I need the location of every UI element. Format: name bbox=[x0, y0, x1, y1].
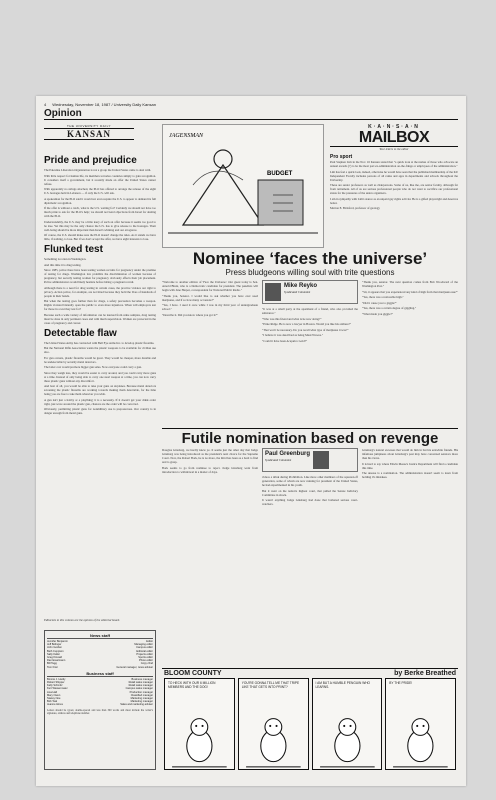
letter-paragraph: Marion E. Bickford, professor of geology bbox=[330, 206, 380, 210]
staff-role: Classified manager bbox=[130, 693, 153, 697]
editorial-paragraph: The latter cost would promote bigger gun sales. Now everyone could carry a gun. bbox=[44, 365, 142, 369]
columnist-name: Mike Reyko bbox=[284, 283, 318, 289]
staff-name: Robert Shipper bbox=[47, 681, 65, 685]
nominee-deck: Press bludgeons willing soul with trite questions bbox=[225, 268, 395, 277]
column-paragraph: "Yes, there was a certain degree of giggling." bbox=[362, 306, 417, 310]
newspaper-page bbox=[36, 96, 466, 786]
editorial-paragraph: If the offer is without a catch, what is the U.S. waiting for? Certainly we should not have too much pride to ask for the PLO's help; we should not bend objections from Israel for dealing with the PLO. bbox=[44, 206, 156, 218]
columnist-photo bbox=[265, 283, 281, 301]
speech-bubble: BY THE PRIDE! bbox=[389, 681, 413, 685]
letters-note: Letters should be typed, double-spaced and less than 300 words and must include the writer's signature, address and telephone number. bbox=[47, 708, 153, 715]
staff-role: Copy chief bbox=[140, 662, 153, 666]
editorial-paragraph: And best of all, you would be able to take your guns on airplanes. Because metal detectors screening the plastic firearms are working towards making them detectable, for the time being you are free to take them wherever you wish. bbox=[44, 384, 156, 396]
kansan-masthead bbox=[44, 124, 134, 140]
cartoon-caption: BUDGET bbox=[267, 171, 293, 177]
columnist-name: Paul Greenburg bbox=[265, 451, 311, 457]
mailbox-subtitle: Your letters to the editor bbox=[379, 147, 409, 151]
staff-name: Mary Owen bbox=[47, 693, 61, 697]
editorial-column bbox=[44, 152, 156, 417]
column-paragraph: "Could it have been Acapulco Gold?" bbox=[262, 338, 308, 343]
mailbox-title: MAILBOX bbox=[358, 129, 430, 146]
staff-name: Dan Esselmann bbox=[47, 659, 66, 663]
columnist-photo bbox=[313, 451, 329, 469]
greenburg-byline bbox=[262, 448, 358, 472]
futile-col-2 bbox=[262, 448, 358, 508]
staff-name: Bob Teal bbox=[47, 700, 58, 704]
editorial-paragraph: With apparently no strings attached, the PLO has offered to arrange the release of the eight U.S. hostages held in Lebanon — if only the U.S. will ask. bbox=[44, 187, 156, 195]
editorial-body bbox=[44, 257, 156, 325]
column-paragraph: It is hard to say where Edwin Meese's Justice Department will find a candidate this time. bbox=[362, 461, 458, 470]
staff-name: Sally Keller bbox=[47, 652, 60, 656]
staff-role: Campus editor bbox=[136, 646, 153, 650]
staff-name: Beth Cupprein bbox=[47, 649, 64, 653]
staff-name: Jeff Bolinger bbox=[47, 643, 62, 647]
staff-name: John Gorden bbox=[47, 646, 62, 650]
editorial-paragraph: Understandably, the U.S. may be a little leery of such an offer because it seems too good to be true. Yet this may be the only chance the U.S. has to give release to the hostages. Their well-being should be more important than Israel's whining and our arrogance. bbox=[44, 219, 156, 232]
column-paragraph: "Yes, I have. I used it once while I was in my third year of undergraduate school." bbox=[162, 303, 258, 311]
staff-role: Marketing manager bbox=[130, 697, 153, 701]
staff-role: Sports editor bbox=[138, 656, 153, 660]
folio-date: Wednesday, November 18, 1987 / University Daily Kansan bbox=[52, 102, 156, 107]
column-paragraph: "What made you giggle?" bbox=[362, 311, 394, 316]
character-drawing bbox=[165, 706, 234, 769]
column-paragraph: Ginsburg's natural excesses that would do him in but his erstwhile friends. His infamous jumpiness about Ginsburg's past may have concerned senators more than his views. bbox=[362, 448, 458, 460]
editorial-title: Detectable flaw bbox=[44, 327, 117, 339]
editorial-body bbox=[44, 168, 156, 241]
news-staff-title: News staff bbox=[47, 633, 153, 639]
column-paragraph: "Sir, it appears that you experienced any kind of high from that marijuana use?" bbox=[362, 289, 458, 294]
mailbox-header bbox=[330, 124, 458, 151]
editorial-paragraph: But the National Rifle Association wants the plastic weapons to be available for civilian use also. bbox=[44, 346, 156, 354]
editorial-paragraph: But when the testing goes further than for drugs, a safety precaution becomes a weapon. Rights violated blatantly open the public to even more injustices. When will employers test for those in a test they test for? bbox=[44, 299, 156, 311]
editorial-paragraph: A gun isn't just a hobby or a plaything; it is a necessity. If it doesn't get your drink order right, just wave around the plastic gun, chances are the order will be corrected. bbox=[44, 397, 156, 406]
column-paragraph: "Welcome to another edition of 'Face the Universe.' Our guest today is Sen. Arnold Blunt, who is a Democratic candidate for president. The panelists will begin with Jane Harper, correspondent for National Public Radio." bbox=[162, 280, 258, 292]
section-title: Opinion bbox=[44, 108, 458, 120]
column-paragraph: It wasn't anything Judge Ginsburg had done that bothered serious court-watchers. bbox=[262, 498, 358, 506]
staff-role: Projects editor bbox=[136, 652, 153, 656]
comic-panel bbox=[312, 678, 383, 770]
column-paragraph: "Thank you, Senator. I would like to ask whether you have ever used marijuana, and if so how many occasions?" bbox=[162, 293, 258, 302]
futile-col-1 bbox=[162, 448, 258, 508]
editorial-title: Flunked test bbox=[44, 244, 103, 255]
column-paragraph: "Did it cause you to giggle?" bbox=[362, 300, 397, 305]
editorial-paragraph: The Palestine Liberation Organization is not a group the United States came to deal with. bbox=[44, 168, 151, 172]
letter-paragraph: I am in sympathy with Lim's stance as an unpaid gay rights activist. He is a gifted playwright and deserves better. bbox=[330, 196, 459, 205]
editorial-paragraph: Although there is a need for drug testing in certain cases, the practice violates our right to privacy. Action police, for example, are not hired because they hold the lives of hundreds of people in their hands. bbox=[44, 285, 156, 298]
business-staff-title: Business staff bbox=[47, 671, 153, 677]
futile-body bbox=[162, 448, 458, 508]
letter-paragraph: Lim has feel a quick look, indeed, otherwise he would have seen that the published membership of the KU Independent Faculty includes persons of all ranks and ages in departments and schools throughout the University. bbox=[330, 169, 458, 182]
staff-box bbox=[44, 630, 156, 770]
staff-role: Managing editor bbox=[134, 643, 153, 647]
staff-name: Tom Frier bbox=[47, 665, 58, 669]
staff-name: Kelly Schmitz bbox=[47, 684, 63, 688]
strip-author: by Berke Breathed bbox=[394, 670, 456, 677]
letter-paragraph: These are senior professors as well as chairpersons. Some of us, like me, are senior faculty, although far from retirement. All of us are serious professional people who do not want to sacrifice our professional status for the pressures of the union organizers. bbox=[330, 183, 458, 195]
column-paragraph: "Yes, there was a noticeable high." bbox=[362, 295, 404, 299]
staff-name: Bill Tagg bbox=[47, 662, 57, 666]
speech-bubble: TO HECK WITH OUR 6 MILLION MEMBERS AND THE DOG! bbox=[168, 681, 216, 689]
page-number: 4 bbox=[44, 102, 47, 107]
nominee-col-2 bbox=[262, 280, 358, 344]
column-paragraph: But it went on the nation's highest court, that pulled the Senate Judiciary Committee in shock. bbox=[262, 488, 358, 497]
cartoon-signature: JAGENSMAN bbox=[169, 133, 203, 139]
nominee-headline: Nominee ‘faces the universe’ bbox=[192, 249, 428, 268]
nominee-col-1 bbox=[162, 280, 258, 344]
editorial-paragraph: Something is rotten in Washington. bbox=[44, 257, 87, 261]
editorial-paragraph: And this time it is drug testing. bbox=[44, 262, 82, 267]
staff-name: Jennifer Benjamin bbox=[47, 640, 68, 643]
futile-col-3 bbox=[362, 448, 458, 508]
character-drawing bbox=[386, 706, 455, 769]
nominee-col-3 bbox=[362, 280, 458, 344]
editorial-paragraph: Because such a wide variety of information can be learned from urine samples, drug testing must be done in only pertinent cases and with much supervision. Women are protected in the cases of pregnancy and cancer. bbox=[44, 312, 156, 325]
column-paragraph: "Who was this friend and what is he now doing?" bbox=[262, 316, 322, 321]
news-staff-list bbox=[47, 640, 153, 669]
editorial-paragraph: Of course, the U.S. should make sure the PLO doesn't change the rules. As it stands we have little, if nothing, to lose. But if we don't accept the offer, we have eight interests to lose. bbox=[44, 233, 156, 241]
staff-name: Greg Kincaid bbox=[47, 656, 62, 660]
staff-role: Retail sales manager bbox=[128, 681, 153, 685]
editorial-paragraph: A spokesman for the PLO said it would not even require the U.S. to appear to demand its full diplomatic recognition. bbox=[44, 196, 156, 205]
bloom-county-strip bbox=[162, 668, 458, 777]
comic-panel bbox=[385, 678, 456, 770]
staff-role: Photo editor bbox=[139, 659, 153, 663]
editorial-paragraph: Since they weigh less, they would be easier to carry around, and you could carry more guns at a time. Instead of only being able to carry one steel weapon at a time, you can now carry three plastic guns without any discomfort. bbox=[44, 370, 156, 383]
strip-panels bbox=[162, 678, 458, 770]
staff-name: Stacey Noe bbox=[47, 697, 61, 701]
column-paragraph: The unease is a nomination. The administration doesn't seem to learn from holding it's mistakes. bbox=[362, 471, 458, 479]
business-staff-list bbox=[47, 678, 153, 707]
letter-paragraph: Paul Stephen Lim in the Nov. 16 Kansan stated that "a quick look at the names of those who advocate an annual awards (?) to be the most part ex-administration on-the-fringe or employees of the administration." bbox=[330, 160, 458, 168]
column-paragraph: "Describe it. Did you know where you got it?" bbox=[162, 312, 218, 317]
editorial-paragraph: The United States Army has contracted with Bell Eye Arms Inc. to develop plastic firearms. bbox=[44, 340, 155, 345]
staff-row bbox=[47, 703, 153, 706]
reyko-byline bbox=[262, 280, 358, 304]
character-drawing bbox=[313, 706, 382, 769]
column-paragraph: "I believe it was described as being Maui Wowee." bbox=[262, 333, 324, 337]
editorial-paragraph: For gun owners, plastic firearms would be great. They would be cheaper, more durable and be undetectable by security metal detectors. bbox=[44, 355, 156, 364]
staff-role: Editor bbox=[146, 640, 153, 643]
staff-name: Lisa Hall bbox=[47, 690, 57, 694]
comic-panel bbox=[238, 678, 309, 770]
editorial-body bbox=[44, 341, 156, 416]
staff-role: Sales and marketing adviser bbox=[120, 703, 153, 707]
editorial-paragraph: Obviously, permitting plastic guns for nonmilitary use is preposterous. Our country is in danger enough from metal guns. bbox=[44, 407, 156, 415]
strip-title: BLOOM COUNTY bbox=[164, 670, 222, 677]
editorial-title: Pride and prejudice bbox=[44, 155, 137, 166]
futile-headline: Futile nomination based on revenge bbox=[162, 428, 458, 447]
comic-panel bbox=[164, 678, 235, 770]
editorial-paragraph: Since 1985, police there have been testing women recruits for pregnancy under the premise of testing for drugs. Washington law prohibits the discrimination of women because of pregnancy, but secretly testing women for pregnancy obviously affects their job placement. Police administrators would likely hesitate before hiring a pregnant recruit. bbox=[44, 268, 156, 284]
letter-title: Pro sport bbox=[330, 154, 353, 160]
column-paragraph: Douglas Ginsburg, we hardly knew ye. It seems just the other day that Judge Ginsburg was being introduced as the president's next choice for the Supreme Court. Now, the Robert Bork, he is no more, the third has been as a hard to find and to grasp. bbox=[162, 448, 258, 464]
editorial-cartoon bbox=[162, 124, 324, 248]
staff-role: Campus sales manager bbox=[125, 687, 153, 691]
column-paragraph: "Ernie Ridge. He is now a lawyer in Boston. Would you like his address?" bbox=[262, 322, 352, 326]
staff-role: Editorial editor bbox=[136, 649, 153, 653]
character-drawing bbox=[239, 706, 308, 769]
columnist-role: Syndicated Columnist bbox=[265, 458, 292, 462]
cartoon-illustration bbox=[163, 125, 323, 247]
staff-row bbox=[47, 666, 153, 669]
mailbox-letter bbox=[330, 154, 458, 212]
nominee-headline-block bbox=[162, 250, 458, 277]
staff-role: Marketing manager bbox=[130, 700, 153, 704]
column-paragraph: "Thank you, senator. The next question comes from Bob Woodward of the Washington Post." bbox=[362, 280, 458, 288]
mailbox-kansan: K·A·N·S·A·N bbox=[368, 124, 420, 130]
column-paragraph: "It was at a small party at the apartment of a friend, who also provided the substance." bbox=[262, 307, 358, 315]
staff-name: Kurt Wiesenmaier bbox=[47, 687, 68, 691]
staff-role: Production manager bbox=[129, 690, 153, 694]
folio bbox=[44, 102, 458, 107]
staff-name: Bonnie J. Hardy bbox=[47, 677, 66, 681]
speech-bubble: I AM BUT A HUMBLE PENGUIN WHO LEARNS. bbox=[315, 681, 370, 689]
staff-role: General manager, news adviser bbox=[116, 665, 153, 669]
staff-name: Jeanne Hines bbox=[47, 703, 63, 707]
speech-bubble: YOU'RE GONNA TELL ME THAT TRIPE LIKE THAT GETS INTO PRINT? bbox=[241, 681, 300, 689]
editorial-paragraph: With little respect for human life, its members terrorize countries simply to gain recognition. It considers itself a government, but it recently made an offer the United States cannot refuse. bbox=[44, 173, 156, 186]
column-paragraph: videos a drink during Prohibition. Like more other members of the squared-off generation, some of whom are now running for president of the United States, he had experimented in his youth. bbox=[262, 475, 358, 487]
masthead-name: KANSAN bbox=[44, 128, 134, 140]
staff-role: Retail sales manager bbox=[128, 684, 153, 688]
masthead-top: THE UNIVERSITY DAILY bbox=[66, 124, 112, 128]
column-paragraph: "That won't be necessary. Do you recall what type of marijuana it was?" bbox=[262, 327, 349, 332]
columnist-role: Syndicated Columnist bbox=[284, 290, 311, 294]
editorial-note: Editorials in this column are the opinion of the editorial board. bbox=[44, 618, 120, 622]
nominee-body bbox=[162, 280, 458, 344]
column-paragraph: Bork seems to go from nominee to reject. Judge Ginsburg went from introduction to withdrawal in a matter of days. bbox=[162, 465, 258, 474]
staff-role: Business manager bbox=[131, 677, 153, 681]
